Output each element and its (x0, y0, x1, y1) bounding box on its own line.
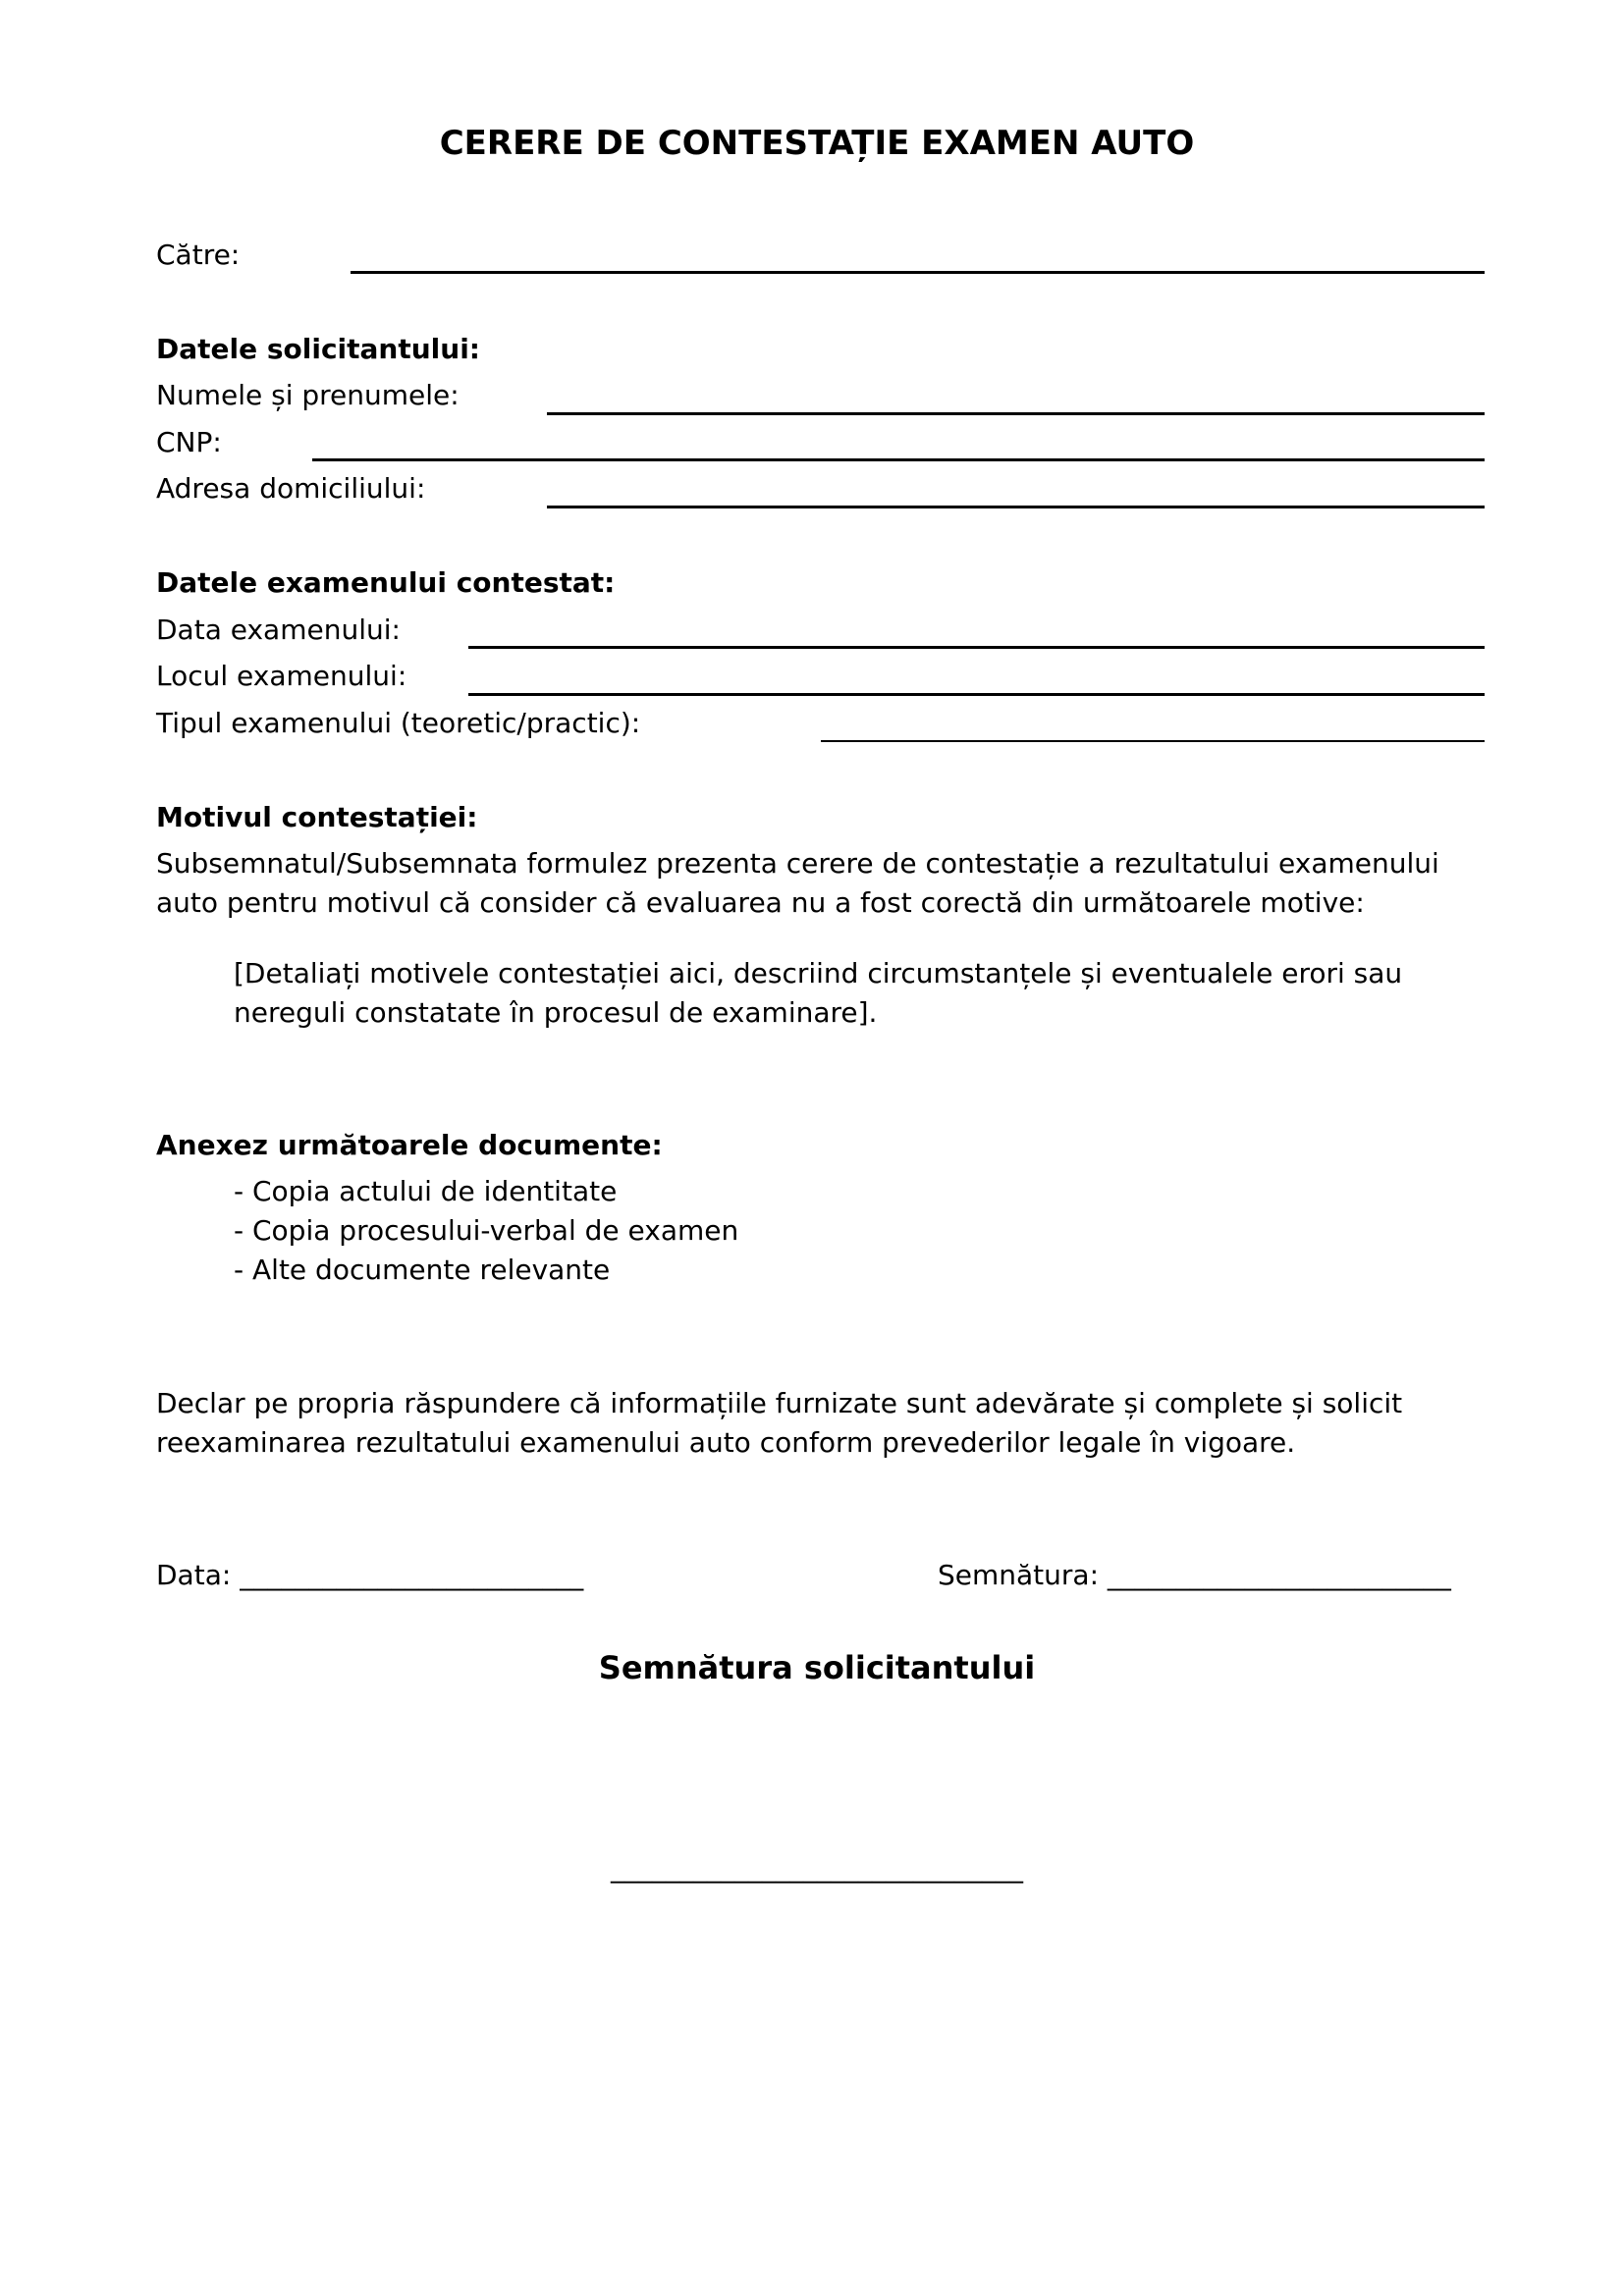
exam-date-field-line[interactable] (468, 646, 1485, 649)
exam-heading: Datele examenului contestat: (156, 566, 616, 599)
exam-type-field-line[interactable] (821, 740, 1485, 742)
document-title: CERERE DE CONTESTAȚIE EXAMEN AUTO (439, 124, 1195, 163)
list-item: - Copia actului de identitate (234, 1175, 618, 1207)
declaration-line-2: reexaminarea rezultatului examenului auto conform prevederilor legale în vigoare. (156, 1426, 1296, 1459)
recipient-label: Către: (156, 239, 241, 271)
name-field-line[interactable] (547, 412, 1485, 415)
signature-field[interactable]: Semnătura: _________________________ (938, 1559, 1451, 1591)
signature-line[interactable]: ______________________________ (611, 1851, 1023, 1884)
exam-date-label: Data examenului: (156, 614, 401, 646)
name-label: Numele și prenumele: (156, 379, 460, 411)
list-item: - Alte documente relevante (234, 1254, 611, 1286)
attachments-list (234, 1172, 738, 1290)
exam-type-label: Tipul examenului (teoretic/practic): (156, 707, 641, 739)
signature-heading: Semnătura solicitantului (598, 1649, 1036, 1686)
cnp-field-line[interactable] (312, 458, 1485, 461)
attachments-heading: Anexez următoarele documente: (156, 1129, 663, 1161)
reason-placeholder[interactable] (234, 954, 1402, 1033)
recipient-field-line[interactable] (351, 271, 1485, 274)
reason-text-line-1: Subsemnatul/Subsemnata formulez prezenta cerere de contestație a rezultatului examenului (156, 847, 1439, 880)
reason-text-line-2: auto pentru motivul că consider că evaluarea nu a fost corectă din următoarele motive: (156, 886, 1365, 919)
date-field[interactable]: Data: _________________________ (156, 1559, 584, 1591)
reason-placeholder-line-2: nereguli constatate în procesul de examinare]. (234, 996, 878, 1029)
address-field-line[interactable] (547, 506, 1485, 508)
applicant-heading: Datele solicitantului: (156, 333, 480, 365)
address-label: Adresa domiciliului: (156, 472, 426, 505)
list-item: - Copia procesului-verbal de examen (234, 1214, 739, 1247)
cnp-label: CNP: (156, 426, 222, 458)
declaration-text (156, 1384, 1402, 1463)
reason-text (156, 844, 1439, 923)
reason-heading: Motivul contestației: (156, 801, 478, 833)
declaration-line-1: Declar pe propria răspundere că informațiile furnizate sunt adevărate și complete și solicit (156, 1387, 1403, 1419)
reason-placeholder-line-1: [Detaliați motivele contestației aici, descriind circumstanțele și eventualele erori sau (234, 957, 1403, 989)
exam-place-field-line[interactable] (468, 693, 1485, 696)
exam-place-label: Locul examenului: (156, 660, 407, 692)
